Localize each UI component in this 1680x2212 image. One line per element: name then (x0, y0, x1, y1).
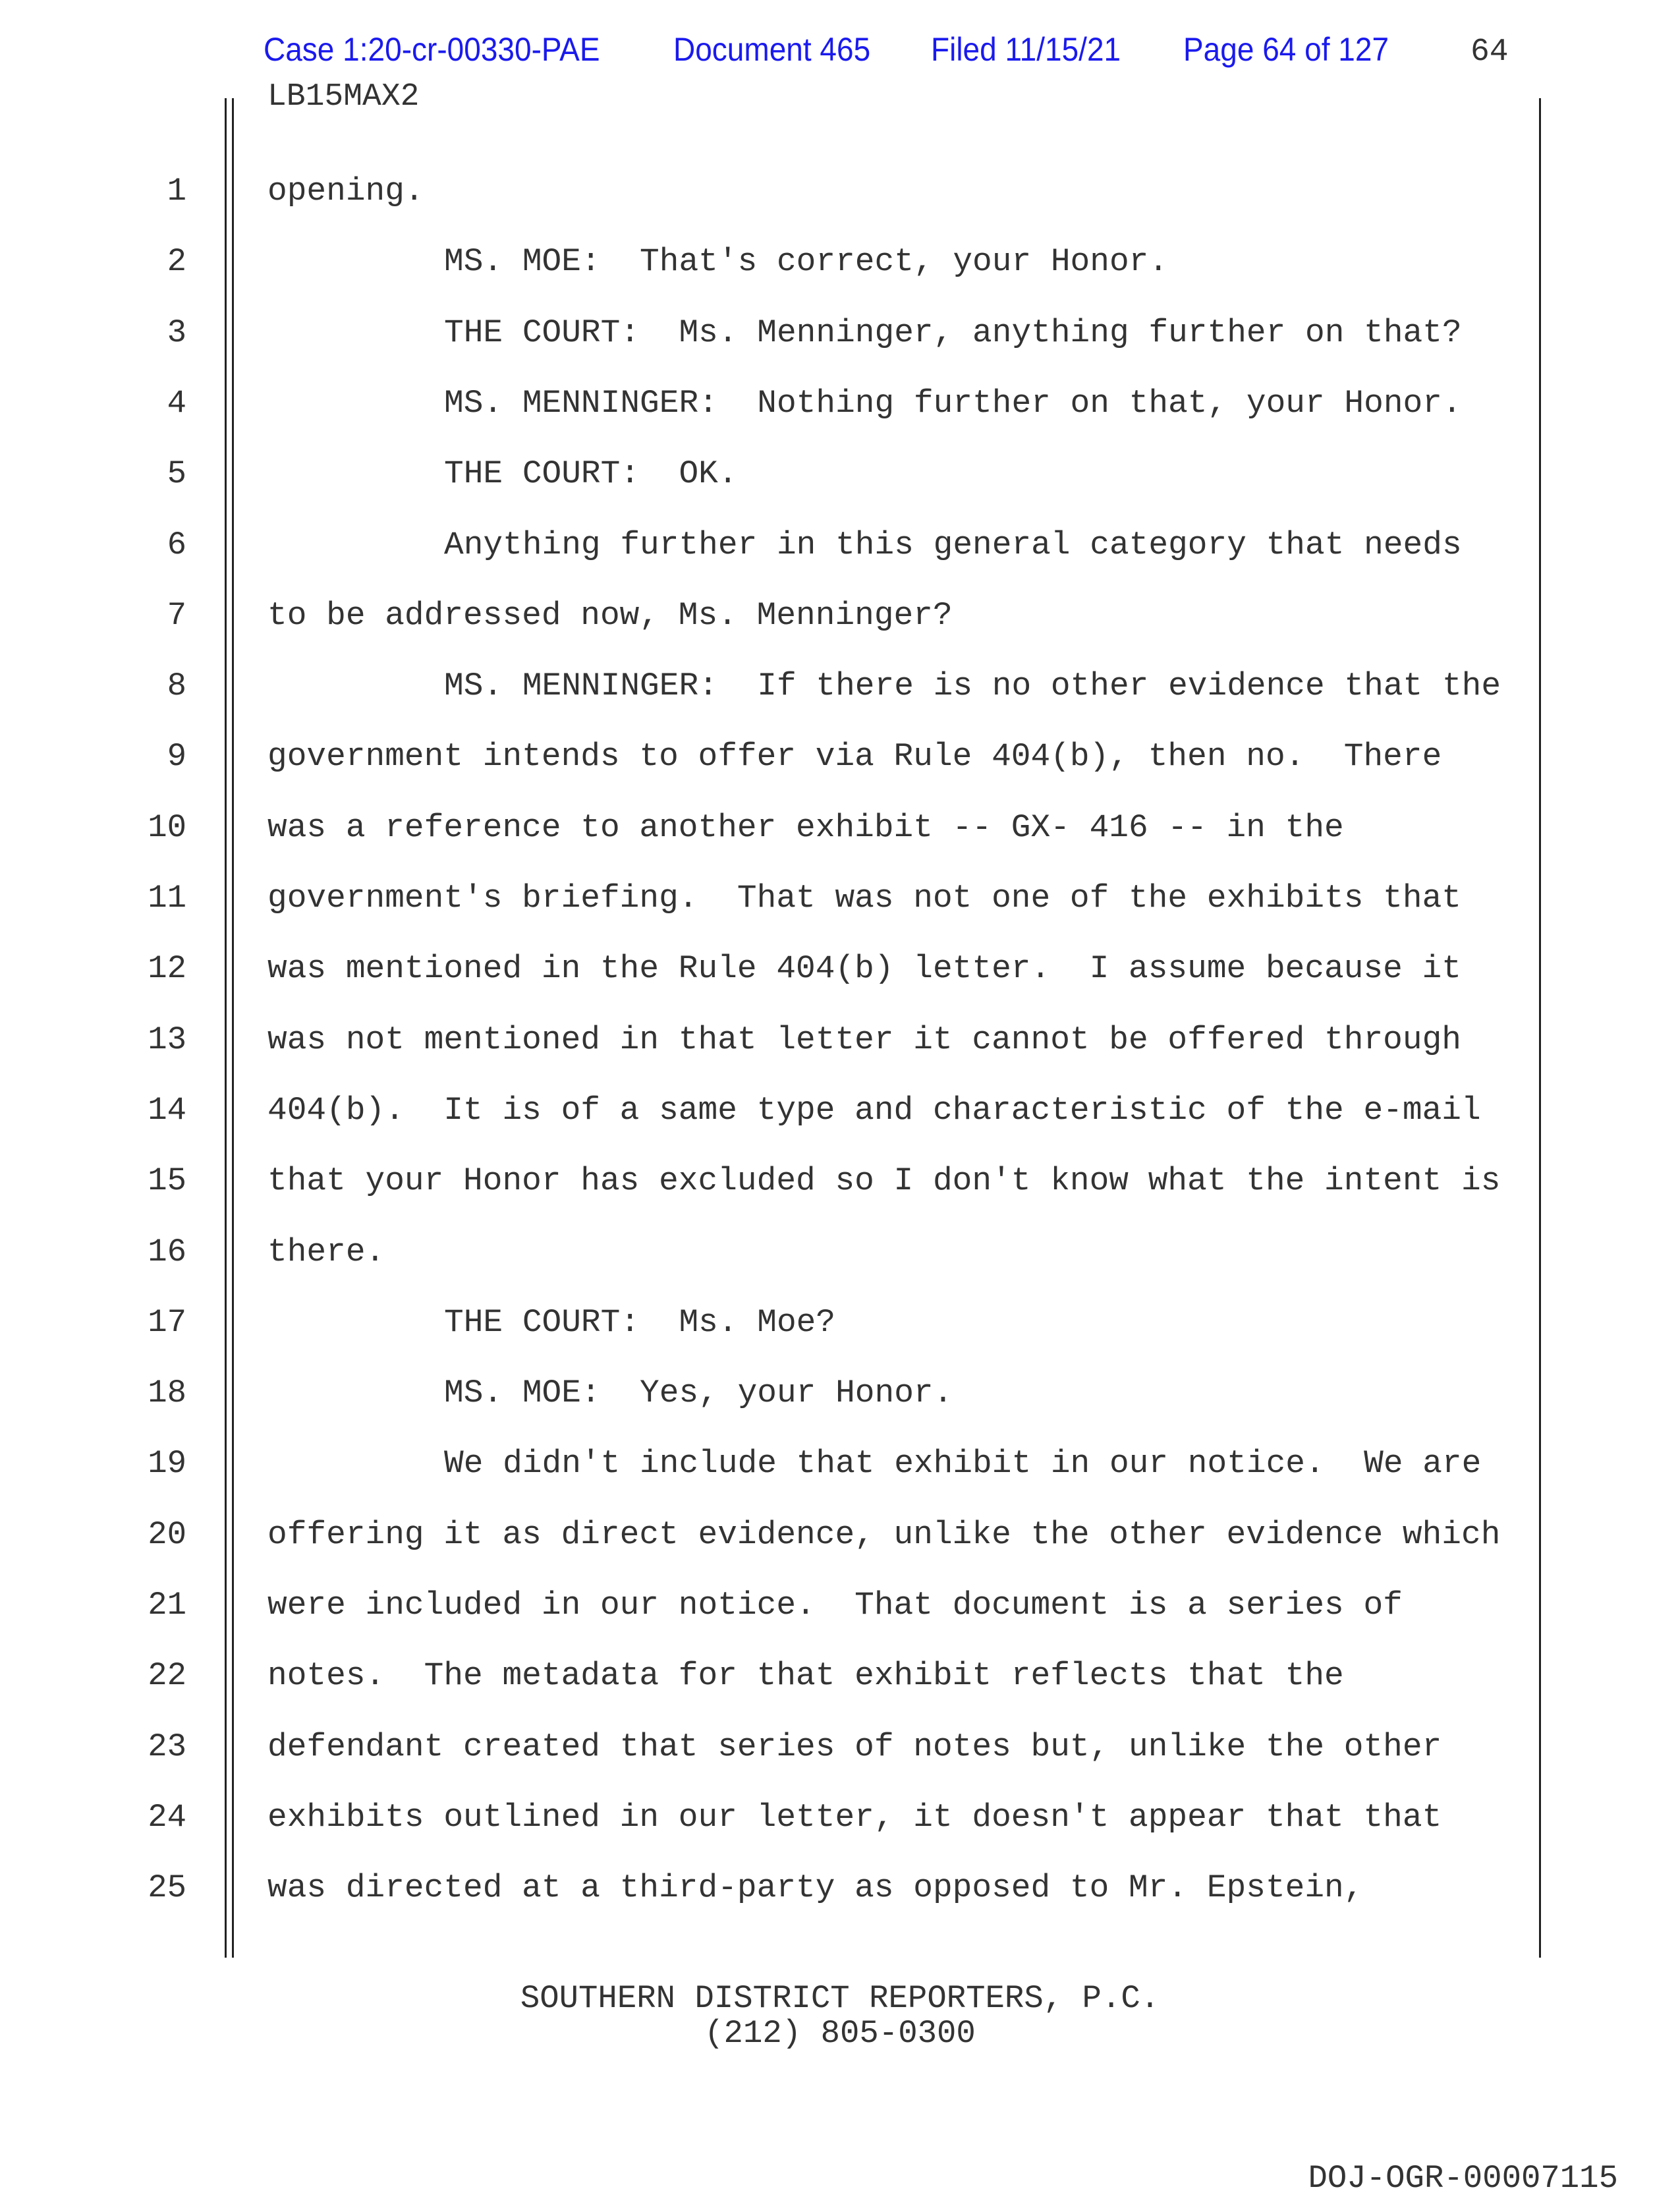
line-number: 14 (148, 1091, 186, 1129)
line-number: 13 (148, 1021, 186, 1058)
transcript-line (0, 526, 1680, 597)
line-text: MS. MOE: Yes, your Honor. (444, 1375, 953, 1412)
transcript-line (0, 1092, 1680, 1162)
line-text: notes. The metadata for that exhibit reflects that the (267, 1657, 1344, 1695)
line-number: 1 (167, 173, 186, 210)
transcript-line (0, 173, 1680, 243)
line-text: THE COURT: OK. (444, 455, 738, 493)
line-text: offering it as direct evidence, unlike the other evidence which (267, 1516, 1501, 1553)
transcript-line (0, 1869, 1680, 1940)
transcript-line (0, 1234, 1680, 1304)
line-number: 2 (167, 243, 186, 281)
line-text: MS. MENNINGER: Nothing further on that, your Honor. (444, 384, 1462, 422)
transcript-line (0, 1516, 1680, 1587)
line-text: government intends to offer via Rule 404(b), then no. There (267, 738, 1442, 776)
line-number: 11 (148, 880, 186, 917)
transcript-code: LB15MAX2 (267, 79, 420, 115)
reporter-name: SOUTHERN DISTRICT REPORTERS, P.C. (520, 1980, 1160, 2017)
line-text: was not mentioned in that letter it cannot be offered through (267, 1021, 1461, 1058)
line-number: 22 (148, 1657, 186, 1695)
line-number: 23 (148, 1728, 186, 1765)
line-text: opening. (267, 173, 424, 210)
transcript-line (0, 243, 1680, 314)
line-text: MS. MENNINGER: If there is no other evidence that the (444, 667, 1501, 705)
transcript-line (0, 597, 1680, 667)
line-number: 3 (167, 314, 186, 351)
line-text: Anything further in this general category that needs (444, 526, 1462, 563)
line-number: 16 (148, 1233, 186, 1270)
line-number: 18 (148, 1375, 186, 1412)
transcript-line (0, 1162, 1680, 1233)
line-number: 9 (167, 738, 186, 776)
line-text: THE COURT: Ms. Moe? (444, 1303, 836, 1341)
reporter-phone: (212) 805-0300 (704, 2015, 976, 2052)
line-text: was mentioned in the Rule 404(b) letter. I assume because it (267, 950, 1461, 988)
line-number: 19 (148, 1445, 186, 1483)
line-text: was a reference to another exhibit -- GX- 416 -- in the (267, 808, 1344, 846)
document-number: Document 465 (673, 31, 871, 68)
page-of-total: Page 64 of 127 (1183, 31, 1389, 68)
transcript-line (0, 880, 1680, 950)
transcript-line (0, 1304, 1680, 1375)
transcript-line (0, 1375, 1680, 1445)
line-text: to be addressed now, Ms. Menninger? (267, 596, 953, 634)
line-number: 5 (167, 455, 186, 493)
transcript-line (0, 455, 1680, 526)
line-number: 21 (148, 1587, 186, 1624)
line-number: 25 (148, 1869, 186, 1907)
line-text: 404(b). It is of a same type and characteristic of the e-mail (267, 1091, 1481, 1129)
transcript-line (0, 1657, 1680, 1728)
line-number: 6 (167, 526, 186, 563)
line-number: 24 (148, 1798, 186, 1836)
transcript-line (0, 385, 1680, 455)
transcript-line (0, 314, 1680, 385)
line-text: there. (267, 1233, 385, 1270)
line-number: 17 (148, 1303, 186, 1341)
transcript-page-number: 64 (1470, 34, 1509, 70)
transcript-line (0, 1728, 1680, 1799)
line-text: defendant created that series of notes but, unlike the other (267, 1728, 1442, 1765)
transcript-line (0, 1445, 1680, 1516)
transcript-line (0, 1587, 1680, 1657)
line-text: were included in our notice. That document is a series of (267, 1587, 1403, 1624)
line-number: 4 (167, 384, 186, 422)
line-text: was directed at a third-party as opposed to Mr. Epstein, (267, 1869, 1364, 1907)
line-text: THE COURT: Ms. Menninger, anything further on that? (444, 314, 1462, 351)
line-text: government's briefing. That was not one of the exhibits that (267, 880, 1461, 917)
line-text: We didn't include that exhibit in our notice. We are (444, 1445, 1482, 1483)
transcript-line (0, 809, 1680, 880)
transcript-line (0, 738, 1680, 808)
line-number: 10 (148, 808, 186, 846)
transcript-line (0, 950, 1680, 1021)
line-text: MS. MOE: That's correct, your Honor. (444, 243, 1169, 281)
line-number: 12 (148, 950, 186, 988)
line-number: 20 (148, 1516, 186, 1553)
line-text: exhibits outlined in our letter, it doesn't appear that that (267, 1798, 1442, 1836)
case-number: Case 1:20-cr-00330-PAE (264, 31, 600, 68)
line-number: 8 (167, 667, 186, 705)
bates-number: DOJ-OGR-00007115 (1308, 2160, 1618, 2197)
transcript-line (0, 667, 1680, 738)
line-number: 15 (148, 1162, 186, 1200)
line-number: 7 (167, 596, 186, 634)
filed-date: Filed 11/15/21 (931, 31, 1121, 68)
transcript-line (0, 1021, 1680, 1092)
transcript-line (0, 1799, 1680, 1869)
line-text: that your Honor has excluded so I don't know what the intent is (267, 1162, 1501, 1200)
